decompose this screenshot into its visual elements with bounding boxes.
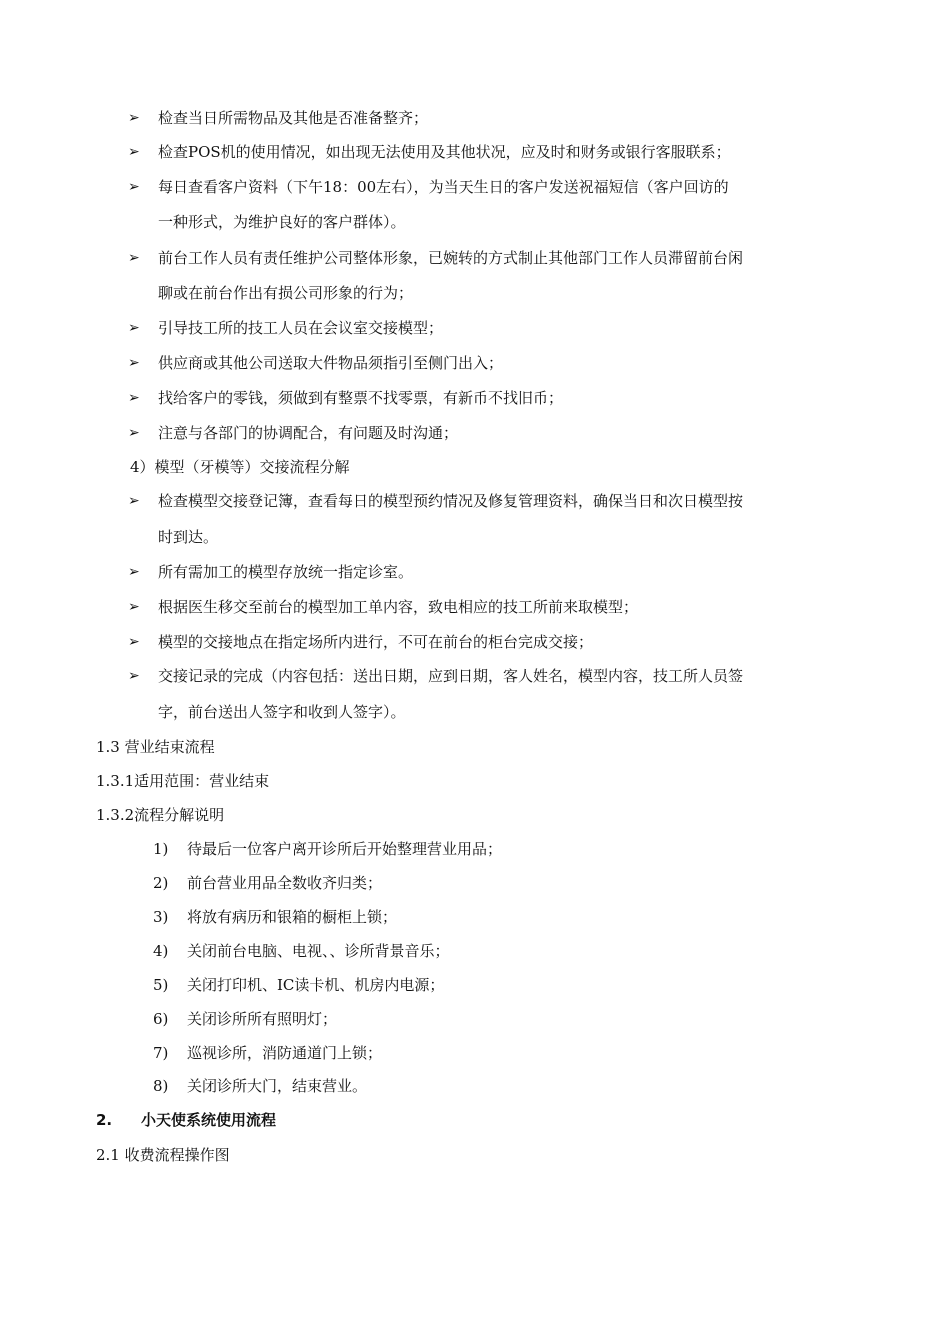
bullet-arrow-icon: ➢ bbox=[128, 599, 140, 615]
bullet-arrow-icon: ➢ bbox=[128, 493, 140, 509]
bullet-text: 检查模型交接登记簿，查看每日的模型预约情况及修复管理资料，确保当日和次日模型按 bbox=[158, 492, 744, 510]
step-number: 7) bbox=[153, 1044, 169, 1062]
step-number: 8) bbox=[153, 1077, 169, 1095]
bullet-text: 交接记录的完成（内容包括：送出日期，应到日期，客人姓名，模型内容，技工所人员签 bbox=[158, 667, 744, 685]
step-number: 6) bbox=[153, 1010, 169, 1028]
chapter-title: 小天使系统使用流程 bbox=[141, 1111, 277, 1129]
step-number: 4) bbox=[153, 942, 169, 960]
bullet-text: 供应商或其他公司送取大件物品须指引至侧门出入； bbox=[158, 354, 504, 372]
step-number: 2) bbox=[153, 874, 169, 892]
step-number: 1) bbox=[153, 840, 169, 858]
bullet-text: 注意与各部门的协调配合，有问题及时沟通； bbox=[158, 424, 459, 442]
bullet-arrow-icon: ➢ bbox=[128, 390, 140, 406]
bullet-text: 检查当日所需物品及其他是否准备整齐； bbox=[158, 109, 429, 127]
step-text: 关闭打印机、IC读卡机、机房内电源； bbox=[187, 976, 445, 994]
step-text: 关闭前台电脑、电视、、诊所背景音乐； bbox=[187, 942, 450, 960]
step-text: 关闭诊所大门，结束营业。 bbox=[187, 1077, 368, 1095]
section-heading: 4）模型（牙模等）交接流程分解 bbox=[130, 458, 350, 476]
bullet-text: 前台工作人员有责任维护公司整体形象，已婉转的方式制止其他部门工作人员滞留前台闲 bbox=[158, 249, 744, 267]
bullet-arrow-icon: ➢ bbox=[128, 110, 140, 126]
step-text: 巡视诊所，消防通道门上锁； bbox=[187, 1044, 383, 1062]
bullet-text: 检查POS机的使用情况，如出现无法使用及其他状况，应及时和财务或银行客服联系； bbox=[158, 143, 731, 161]
step-number: 5) bbox=[153, 976, 169, 994]
bullet-text: 每日查看客户资料（下午18：00左右），为当天生日的客户发送祝福短信（客户回访的 bbox=[158, 178, 729, 196]
bullet-arrow-icon: ➢ bbox=[128, 144, 140, 160]
bullet-arrow-icon: ➢ bbox=[128, 179, 140, 195]
bullet-arrow-icon: ➢ bbox=[128, 355, 140, 371]
bullet-arrow-icon: ➢ bbox=[128, 634, 140, 650]
section-heading-1-3-1: 1.3.1适用范围：营业结束 bbox=[96, 772, 270, 790]
bullet-text: 所有需加工的模型存放统一指定诊室。 bbox=[158, 563, 414, 581]
bullet-arrow-icon: ➢ bbox=[128, 564, 140, 580]
step-number: 3) bbox=[153, 908, 169, 926]
step-text: 待最后一位客户离开诊所后开始整理营业用品； bbox=[187, 840, 503, 858]
section-heading-1-3-2: 1.3.2流程分解说明 bbox=[96, 806, 225, 824]
bullet-text-continuation: 聊或在前台作出有损公司形象的行为； bbox=[158, 284, 414, 302]
chapter-number: 2. bbox=[96, 1111, 113, 1129]
section-heading-2-1: 2.1 收费流程操作图 bbox=[96, 1146, 230, 1164]
step-text: 前台营业用品全数收齐归类； bbox=[187, 874, 383, 892]
bullet-arrow-icon: ➢ bbox=[128, 250, 140, 266]
bullet-text: 根据医生移交至前台的模型加工单内容，致电相应的技工所前来取模型； bbox=[158, 598, 639, 616]
bullet-text: 模型的交接地点在指定场所内进行，不可在前台的柜台完成交接； bbox=[158, 633, 594, 651]
step-text: 将放有病历和银箱的橱柜上锁； bbox=[187, 908, 398, 926]
section-heading-1-3: 1.3 营业结束流程 bbox=[96, 738, 215, 756]
step-text: 关闭诊所所有照明灯； bbox=[187, 1010, 338, 1028]
bullet-arrow-icon: ➢ bbox=[128, 425, 140, 441]
bullet-text-continuation: 字，前台送出人签字和收到人签字）。 bbox=[158, 703, 406, 721]
bullet-text: 引导技工所的技工人员在会议室交接模型； bbox=[158, 319, 444, 337]
bullet-text-continuation: 时到达。 bbox=[158, 528, 219, 546]
bullet-arrow-icon: ➢ bbox=[128, 320, 140, 336]
bullet-arrow-icon: ➢ bbox=[128, 668, 140, 684]
bullet-text: 找给客户的零钱，须做到有整票不找零票，有新币不找旧币； bbox=[158, 389, 564, 407]
bullet-text-continuation: 一种形式，为维护良好的客户群体）。 bbox=[158, 213, 406, 231]
